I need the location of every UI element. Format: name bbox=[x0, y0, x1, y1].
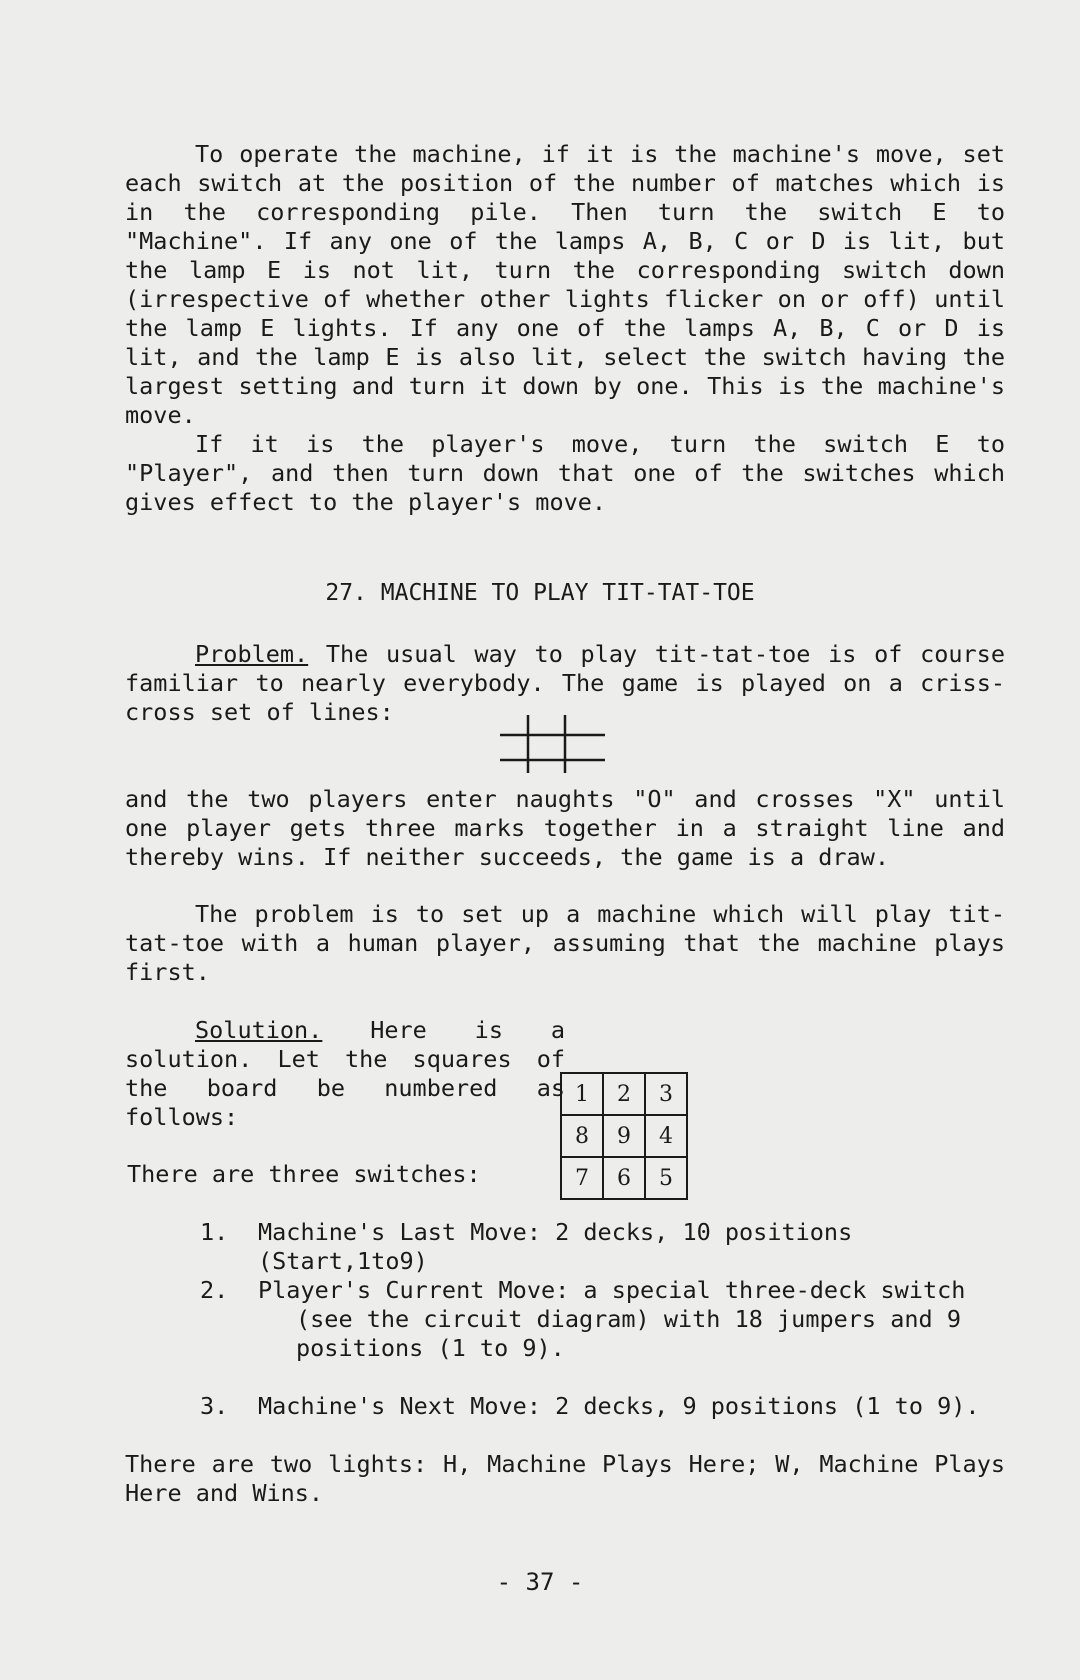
paragraph-solution bbox=[125, 1016, 565, 1132]
switch-text: Machine's Last Move: 2 decks, 10 positions (Start,1to9) bbox=[258, 1218, 853, 1275]
paragraph-naughts-crosses: and the two players enter naughts "O" and crosses "X" until one player gets three marks together in a straight line and thereby wins. If neither succeeds, the game is a draw. bbox=[125, 785, 1005, 871]
paragraph-problem-statement: The problem is to set up a machine which will play tit-tat-toe with a human player, assuming that the machine plays first. bbox=[125, 900, 1005, 986]
paragraph-player-move: If it is the player's move, turn the switch E to "Player", and then turn down that one of the switches which gives effect to the player's move. bbox=[125, 430, 1005, 516]
paragraph-lights: There are two lights: H, Machine Plays Here; W, Machine Plays Here and Wins. bbox=[125, 1450, 1005, 1507]
solution-label: Solution. bbox=[195, 1016, 323, 1044]
board-square: 3 bbox=[645, 1073, 687, 1115]
board-square: 9 bbox=[603, 1115, 645, 1157]
solution-text: Here is a solution. Let the squares of the board be numbered as follows: bbox=[125, 1016, 565, 1131]
problem-label: Problem. bbox=[195, 640, 309, 668]
switch-text-continued: (see the circuit diagram) with 18 jumpers and 9 positions (1 to 9). bbox=[296, 1305, 961, 1362]
board-square: 4 bbox=[645, 1115, 687, 1157]
board-square: 5 bbox=[645, 1157, 687, 1199]
section-heading: 27. MACHINE TO PLAY TIT-TAT-TOE bbox=[325, 580, 755, 606]
numbered-board bbox=[560, 1072, 688, 1200]
board-square: 1 bbox=[561, 1073, 603, 1115]
switch-number: 2. bbox=[200, 1276, 229, 1304]
tic-tac-toe-grid-icon bbox=[500, 715, 605, 773]
switch-number: 3. bbox=[200, 1392, 229, 1420]
paragraph-problem bbox=[125, 640, 1005, 727]
switch-text-block bbox=[258, 1276, 1018, 1363]
switch-text: Player's Current Move: a special three-deck switch bbox=[258, 1276, 966, 1304]
board-square: 7 bbox=[561, 1157, 603, 1199]
switch-number: 1. bbox=[200, 1218, 229, 1246]
paragraph-operate-machine: To operate the machine, if it is the machine's move, set each switch at the position of the number of matches which is in the corresponding pile. Then turn the switch E to "Machine". If any one of the lamps A, B, C or D is lit, but the lamp E is not lit, turn the corresponding switch down (irrespective of whether other lights flicker on or off) until the lamp E lights. If any one of the lamps A, B, C or D is lit, and the lamp E is also lit, select the switch having the largest setting and turn it down by one. This is the machine's move. bbox=[125, 140, 1005, 429]
switch-text: Machine's Next Move: 2 decks, 9 positions (1 to 9). bbox=[258, 1392, 980, 1420]
problem-text: The usual way to play tit-tat-toe is of course familiar to nearly everybody. The game is played on a criss-cross set of lines: bbox=[125, 640, 1005, 726]
switches-intro: There are three switches: bbox=[127, 1160, 481, 1188]
board-square: 8 bbox=[561, 1115, 603, 1157]
board-square: 6 bbox=[603, 1157, 645, 1199]
board-square: 2 bbox=[603, 1073, 645, 1115]
page-number: - 37 - bbox=[496, 1568, 584, 1596]
